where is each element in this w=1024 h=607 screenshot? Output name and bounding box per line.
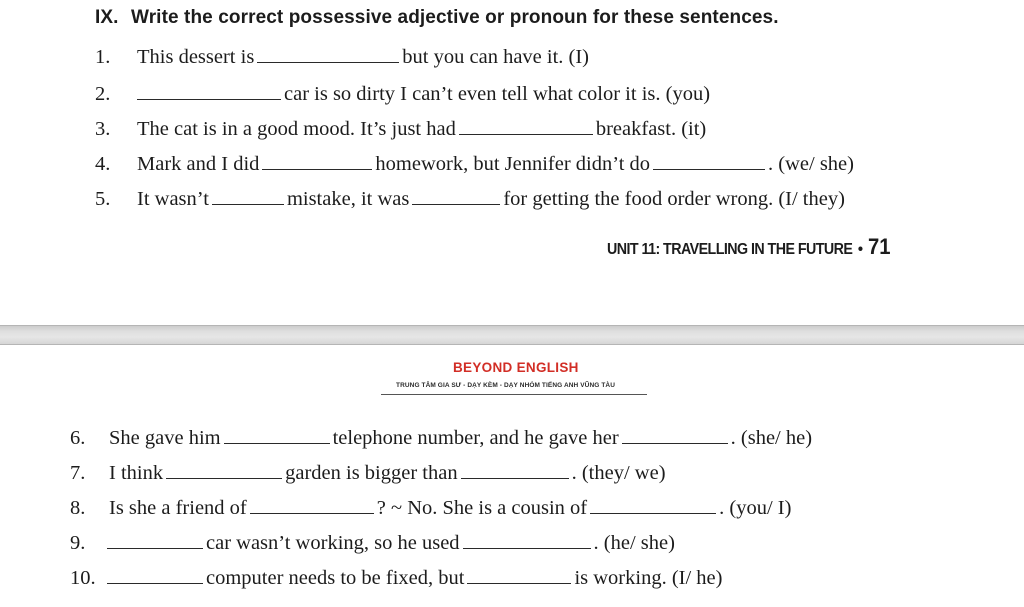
brand-divider xyxy=(381,394,647,395)
sentence-number: 10. xyxy=(70,567,96,589)
answer-blank[interactable] xyxy=(653,168,765,170)
exercise-heading xyxy=(95,7,779,29)
sentence-text: car wasn’t working, so he used xyxy=(206,532,460,554)
sentence-text: . (they/ we) xyxy=(571,462,666,484)
sentence-number: 4. xyxy=(95,153,111,175)
sentence-text: for getting the food order wrong. (I/ they) xyxy=(503,188,845,210)
sentence-text: It wasn’t xyxy=(137,188,209,210)
answer-blank[interactable] xyxy=(137,98,281,100)
sentence-text: . (we/ she) xyxy=(768,153,854,175)
sentence-text: . (he/ she) xyxy=(593,532,675,554)
sentence-text: garden is bigger than xyxy=(285,462,458,484)
answer-blank[interactable] xyxy=(224,442,330,444)
sentence-text: ? ~ No. She is a cousin of xyxy=(376,497,588,519)
sentence-number: 7. xyxy=(70,462,86,484)
sentence-text: . (you/ I) xyxy=(719,497,792,519)
answer-blank[interactable] xyxy=(250,512,374,514)
answer-blank[interactable] xyxy=(166,477,282,479)
sentence-text: Is she a friend of xyxy=(109,497,247,519)
sentence-number: 9. xyxy=(70,532,86,554)
sentence-text: The cat is in a good mood. It’s just had xyxy=(137,118,456,140)
answer-blank[interactable] xyxy=(467,582,571,584)
sentence-text: I think xyxy=(109,462,164,484)
sentence-text: She gave him xyxy=(109,427,221,449)
answer-blank[interactable] xyxy=(461,477,569,479)
brand-tagline: TRUNG TÂM GIA SƯ - DẠY KÈM - DẠY NHÓM TIẾNG ANH VŨNG TÀU xyxy=(396,382,615,389)
sentence-text: telephone number, and he gave her xyxy=(332,427,619,449)
answer-blank[interactable] xyxy=(107,547,203,549)
sentence-text: breakfast. (it) xyxy=(595,118,707,140)
page-number: 71 xyxy=(867,234,891,259)
sentence-text: Mark and I did xyxy=(137,153,260,175)
answer-blank[interactable] xyxy=(107,582,203,584)
sentence-number: 3. xyxy=(95,118,111,140)
sentence-number: 5. xyxy=(95,188,111,210)
unit-label: UNIT 11: TRAVELLING IN THE FUTURE xyxy=(607,241,853,258)
page-divider xyxy=(0,325,1024,345)
sentence-text: mistake, it was xyxy=(286,188,410,210)
sentence-number: 8. xyxy=(70,497,86,519)
page-footer xyxy=(607,234,891,260)
sentence-number: 6. xyxy=(70,427,86,449)
sentence-text: homework, but Jennifer didn’t do xyxy=(375,153,651,175)
answer-blank[interactable] xyxy=(622,442,728,444)
answer-blank[interactable] xyxy=(257,61,399,63)
answer-blank[interactable] xyxy=(590,512,716,514)
sentence-number: 2. xyxy=(95,83,111,105)
answer-blank[interactable] xyxy=(459,133,593,135)
exercise-instruction: Write the correct possessive adjective or pronoun for these sentences. xyxy=(131,7,779,28)
sentence-text: computer needs to be fixed, but xyxy=(206,567,465,589)
sentence-text: but you can have it. (I) xyxy=(402,46,590,68)
answer-blank[interactable] xyxy=(412,203,500,205)
brand-name: BEYOND ENGLISH xyxy=(453,360,579,375)
footer-separator: • xyxy=(857,241,863,258)
sentence-text: This dessert is xyxy=(137,46,255,68)
answer-blank[interactable] xyxy=(212,203,284,205)
sentence-text: is working. (I/ he) xyxy=(574,567,723,589)
answer-blank[interactable] xyxy=(463,547,591,549)
exercise-number: IX. xyxy=(95,7,119,28)
sentence-text: car is so dirty I can’t even tell what color it is. (you) xyxy=(284,83,711,105)
sentence-number: 1. xyxy=(95,46,111,68)
sentence-text: . (she/ he) xyxy=(730,427,813,449)
answer-blank[interactable] xyxy=(262,168,372,170)
